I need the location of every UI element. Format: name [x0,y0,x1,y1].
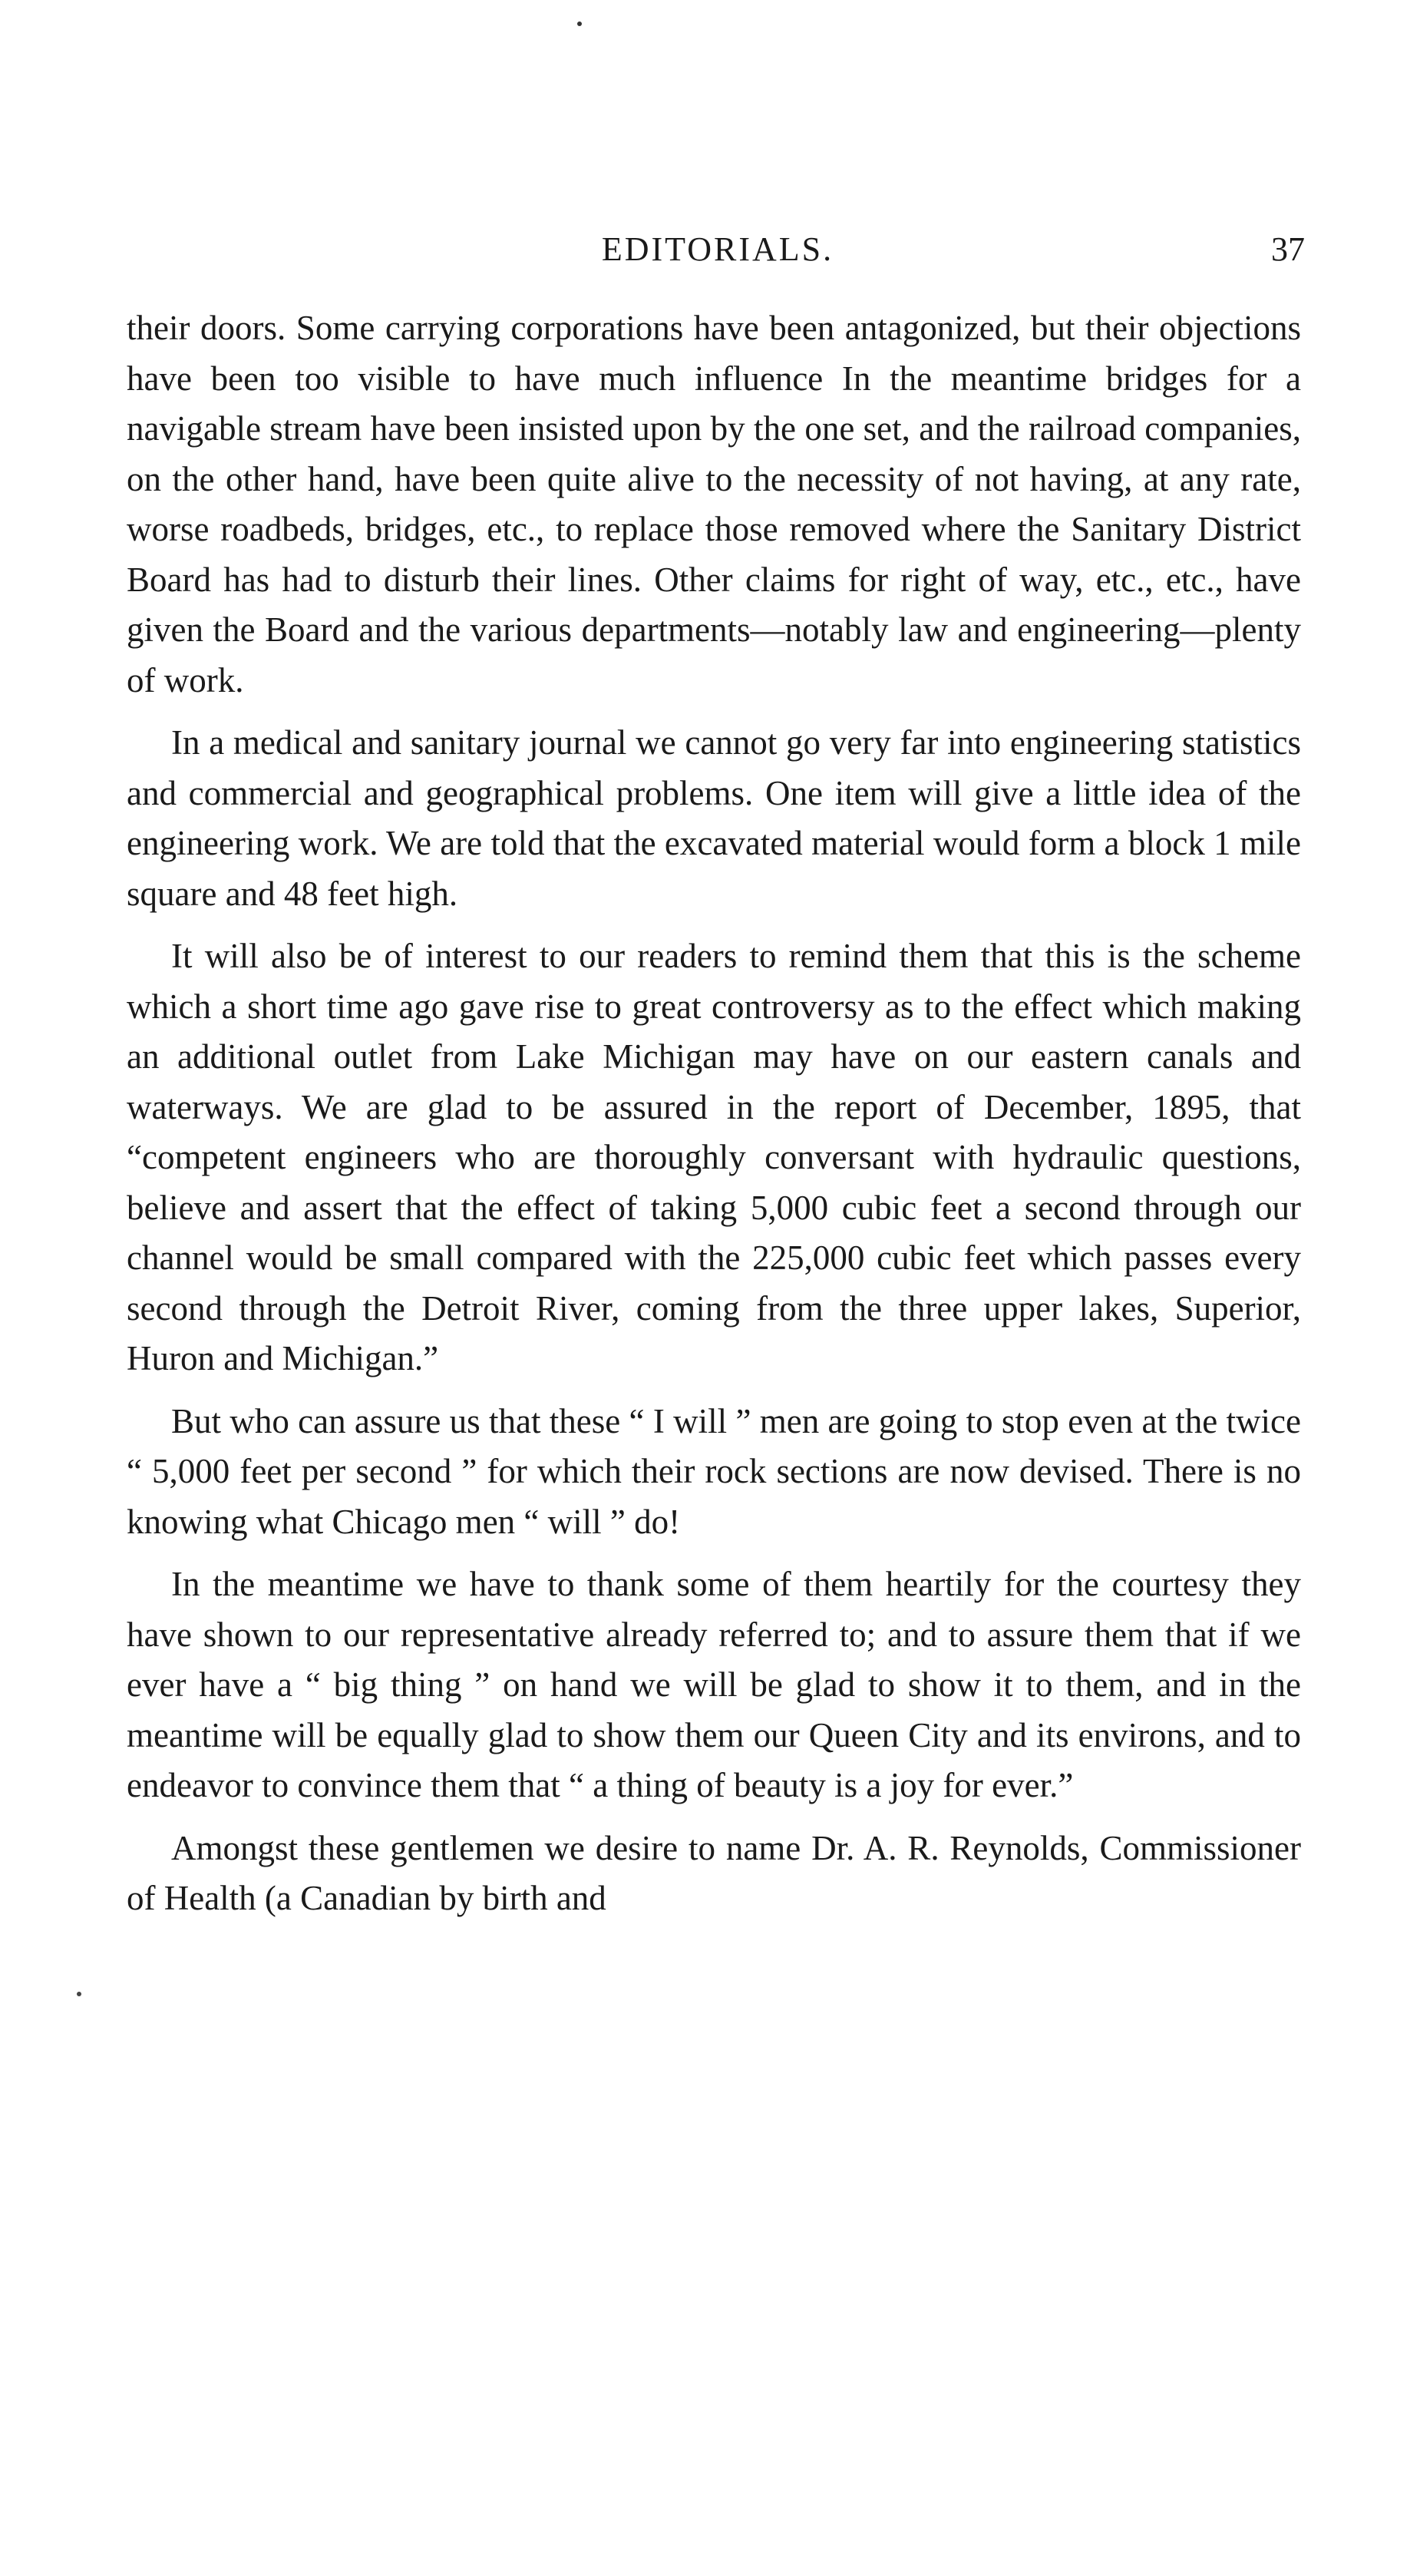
page-number: 37 [1271,230,1305,268]
paragraph: In a medical and sanitary journal we cannot go very far into engineering statistics and commercial and geographical problems. One item will give a little idea of the engineering work. We are told that the excavated material would form a block 1 mile square and 48 feet high. [127,723,1301,913]
paragraph: Amongst these gentlemen we desire to name Dr. A. R. Reynolds, Commissioner of Health (a Canadian by birth and [127,1828,1301,1917]
running-head [130,223,1305,276]
paragraph-continued: their doors. Some carrying corporations have been antagonized, but their objections have been too visible to have much influence In the meantime bridges for a navigable stream have been insisted upon by the one set, and the railroad companies, on the other hand, have been quite alive to the necessity of not having, at any rate, worse roadbeds, bridges, etc., to replace those removed where the Sanitary District Board has had to disturb their lines. Other claims for right of way, etc., etc., have given the Board and the various departments—notably law and engineering—plenty of work. [127,309,1301,699]
running-title: EDITORIALS. [601,230,834,268]
paragraph: But who can assure us that these “ I will ” men are going to stop even at the twice “ 5,000 feet per second ” for which their rock sections are now devised. There is no knowing what Chicago men “ will ” do! [127,1401,1301,1541]
paragraph: It will also be of interest to our readers to remind them that this is the scheme which a short time ago gave rise to great controversy as to the effect which making an additional outlet from Lake Michigan may have on our eastern canals and waterways. We are glad to be assured in the report of December, 1895, that “competent engineers who are thoroughly conversant with hydraulic questions, believe and assert that the effect of taking 5,000 cubic feet a second through our channel would be small compared with the 225,000 cubic feet which passes every second through the Detroit River, coming from the three upper lakes, Superior, Huron and Michigan.” [127,937,1301,1377]
ink-speck [577,21,582,26]
ink-speck [77,1992,81,1996]
body-text [127,303,1301,1936]
paragraph: In the meantime we have to thank some of them heartily for the courtesy they have shown to our representative already referred to; and to assure them that if we ever have a “ big thing ” on hand we will be glad to show it to them, and in the meantime will be equally glad to show them our Queen City and its environs, and to endeavor to convince them that “ a thing of beauty is a joy for ever.” [127,1565,1301,1804]
